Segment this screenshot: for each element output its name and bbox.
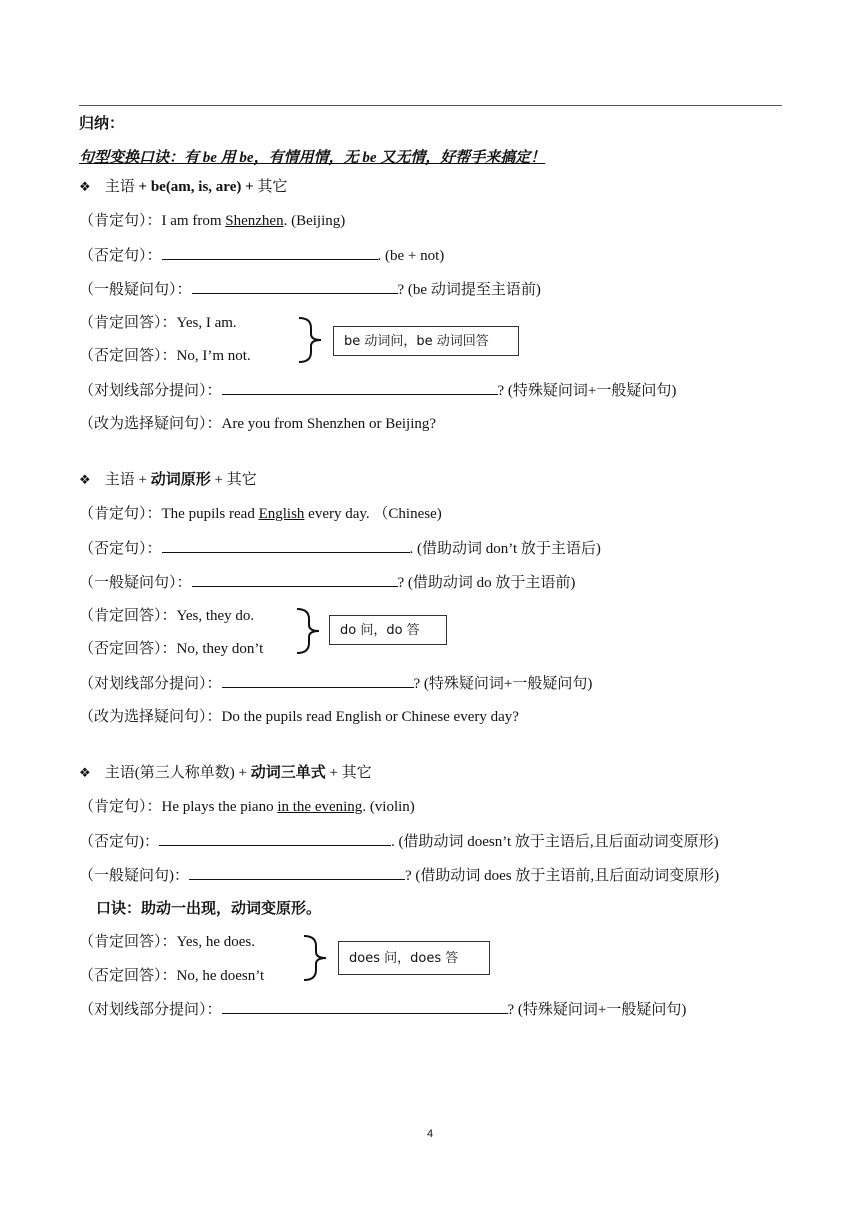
brace-icon — [302, 934, 338, 982]
section2-yes-answer: （肯定回答）：Yes, they do. — [79, 608, 255, 624]
section3-pattern: ❖ 主语(第三人称单数) + 动词三单式 + 其它 — [79, 762, 372, 784]
section2-note-box: do 问，do 答 — [329, 615, 447, 645]
answer-blank[interactable] — [159, 830, 391, 846]
section2-negative: （否定句）： . (借助动词 don’t 放于主语后) — [79, 537, 601, 559]
answer-blank[interactable] — [162, 537, 410, 553]
answer-blank[interactable] — [189, 864, 405, 880]
section1-yes-answer: （肯定回答）：Yes, I am. — [79, 315, 237, 331]
brace-icon — [297, 316, 333, 364]
section1-question: （一般疑问句）： ? (be 动词提至主语前) — [79, 278, 541, 300]
diamond-bullet-icon: ❖ — [79, 765, 91, 780]
page-number: 4 — [426, 1128, 434, 1140]
answer-blank[interactable] — [192, 571, 398, 587]
section1-wh-question: （对划线部分提问）： ? (特殊疑问词+一般疑问句) — [79, 379, 676, 401]
section2-choice-question: （改为选择疑问句）：Do the pupils read English or Chinese every day? — [79, 709, 519, 725]
answer-blank[interactable] — [162, 244, 378, 260]
section2-pattern: ❖ 主语 + 动词原形 + 其它 — [79, 469, 257, 491]
diamond-bullet-icon: ❖ — [79, 472, 91, 487]
summary-heading: 归纳： — [79, 116, 125, 132]
answer-blank[interactable] — [222, 379, 498, 395]
diamond-bullet-icon: ❖ — [79, 179, 91, 194]
answer-blank[interactable] — [192, 278, 398, 294]
section3-tip: 口诀：助动一出现，动词变原形。 — [96, 901, 322, 917]
section1-affirmative: （肯定句）：I am from Shenzhen. (Beijing) — [79, 213, 346, 229]
section2-no-answer: （否定回答）：No, they don’t — [79, 641, 264, 657]
section1-no-answer: （否定回答）：No, I’m not. — [79, 348, 251, 364]
section2-wh-question: （对划线部分提问）： ? (特殊疑问词+一般疑问句) — [79, 672, 592, 694]
brace-icon — [295, 607, 331, 655]
section1-choice-question: （改为选择疑问句）：Are you from Shenzhen or Beijing? — [79, 416, 437, 432]
section1-pattern: ❖ 主语 + be(am, is, are) + 其它 — [79, 176, 287, 198]
answer-blank[interactable] — [222, 672, 414, 688]
section2-affirmative: （肯定句）：The pupils read English every day. （Chinese) — [79, 506, 442, 522]
mnemonic: 句型变换口诀：有 be 用 be，有情用情，无 be 又无情，好帮手来搞定！ — [79, 150, 546, 166]
section3-note-box: does 问，does 答 — [338, 941, 490, 975]
section3-affirmative: （肯定句）：He plays the piano in the evening. (violin) — [79, 799, 415, 815]
section3-no-answer: （否定回答）：No, he doesn’t — [79, 968, 265, 984]
section3-yes-answer: （肯定回答）：Yes, he does. — [79, 934, 255, 950]
section3-wh-question: （对划线部分提问）： ? (特殊疑问词+一般疑问句) — [79, 998, 686, 1020]
section2-question: （一般疑问句）： ? (借助动词 do 放于主语前) — [79, 571, 575, 593]
section1-negative: （否定句）： . (be + not) — [79, 244, 444, 266]
section1-note-box: be 动词问，be 动词回答 — [333, 326, 519, 356]
section3-negative: （否定句)： . (借助动词 doesn’t 放于主语后,且后面动词变原形) — [79, 830, 719, 852]
section3-question: （一般疑问句)： ? (借助动词 does 放于主语前,且后面动词变原形) — [79, 864, 719, 886]
answer-blank[interactable] — [222, 998, 508, 1014]
header-rule — [79, 105, 782, 106]
